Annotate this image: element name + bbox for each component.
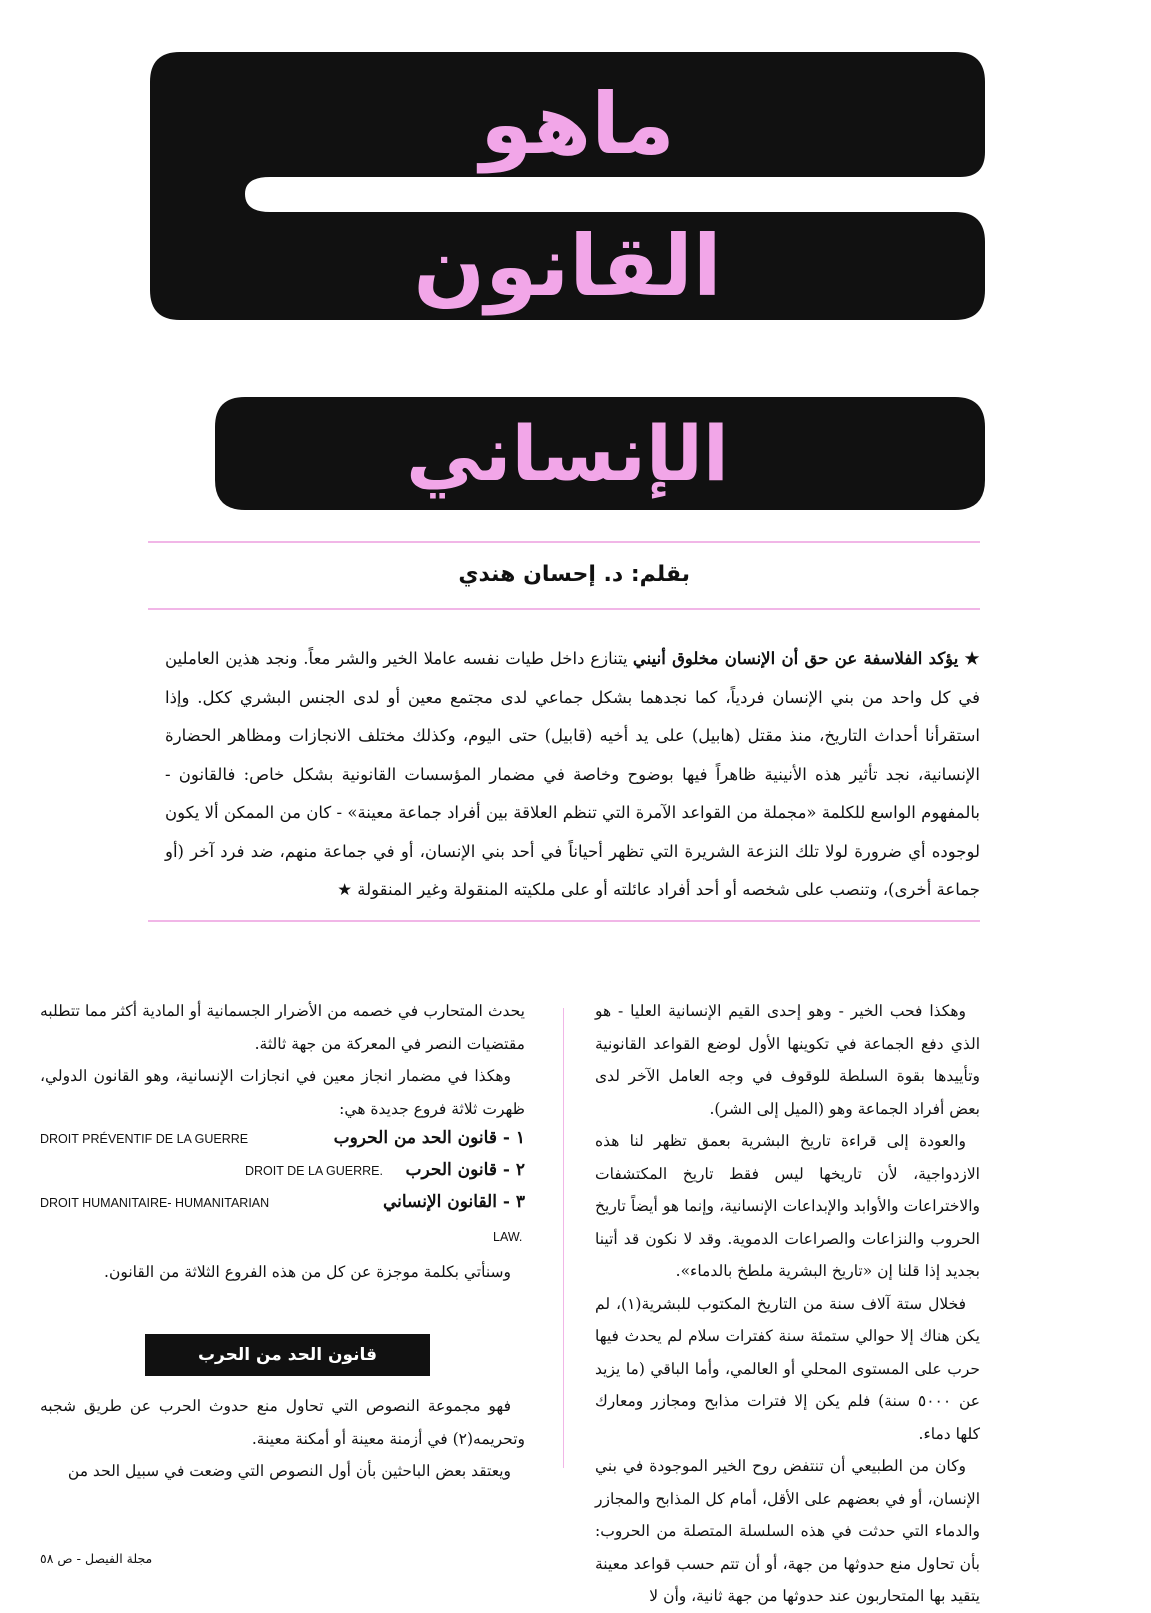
rule-intro-bottom	[148, 920, 980, 922]
left-column-mid	[40, 1256, 525, 1289]
branch-arabic: ٢ - قانون الحرب	[405, 1160, 525, 1180]
title-line-1: ماهو	[480, 75, 675, 173]
rule-byline	[148, 608, 980, 610]
intro-text: يتنازع داخل طيات نفسه عاملا الخير والشر معاً. ونجد هذين العاملين في كل واحد من بني الإنسان فردياً، كما نجدهما بشكل جماعي لدى مجتمع معين أو لدى الجنس البشري ككل. وإذا استقرأنا أحداث التاريخ، منذ مقتل (هابيل) على يد أخيه (قابيل) حتى اليوم، وكذلك مختلف الانجازات ومظاهر الحضارة الإنسانية، نجد تأثير هذه الأنينية ظاهراً فيها بوضوح وخاصة في مضمار المؤسسات القانونية بشكل خاص: فالقانون - بالمفهوم الواسع للكلمة «مجملة من القواعد الآمرة التي تنظم العلاقة بين أفراد جماعة معينة» - كان من الممكن ألا يكون لوجوده أي ضرورة لولا تلك النزعة الشريرة التي تظهر أحياناً في أحد بني الإنسان، أو في جماعة منهم، ضد فرد آخر (أو جماعة أخرى)، وتنصب على شخصه أو أحد أفراد عائلته أو على ملكيته المنقولة وغير المنقولة ★	[165, 649, 980, 899]
author-byline: بقلم: د. إحسان هندي	[458, 562, 690, 587]
column-divider	[563, 1008, 564, 1468]
branch-item	[40, 1128, 525, 1158]
title-artwork	[150, 52, 985, 510]
left-column-bottom	[40, 1390, 525, 1488]
branch-arabic: ١ - قانون الحد من الحروب	[333, 1128, 525, 1148]
rule-top	[148, 541, 980, 543]
intro-paragraph	[165, 640, 980, 910]
left-paragraph: ويعتقد بعض الباحثين بأن أول النصوص التي وضعت في سبيل الحد من	[67, 1462, 511, 1480]
right-paragraph: وهكذا فحب الخير - وهو إحدى القيم الإنسانية العليا - هو الذي دفع الجماعة في تكوينها الأول لوضع القواعد القانونية وتأييدها بقوة السلطة للوقوف في وجه العامل الآخر لدى بعض أفراد الجماعة وهو (الميل إلى الشر).	[595, 1002, 980, 1118]
branch-french: DROIT DE LA GUERRE.	[245, 1164, 383, 1178]
branch-item	[40, 1192, 525, 1222]
title-line-3: الإنساني	[406, 409, 729, 498]
branch-arabic: ٣ - القانون الإنساني	[382, 1192, 525, 1212]
right-paragraph: والعودة إلى قراءة تاريخ البشرية بعمق تظهر لنا هذه الازدواجية، لأن تاريخها ليس فقط تاريخ المكتشفات والاختراعات والأوابد والإبداعات الإنسانية، وإنما هو أيضاً تاريخ الحروب والنزاعات والصراعات الدموية. وقد لا نكون قد أتينا بجديد إذا قلنا إن «تاريخ البشرية ملطخ بالدماء».	[595, 1132, 980, 1280]
left-paragraph: يحدث المتحارب في خصمه من الأضرار الجسمانية أو المادية أكثر مما تتطلبه مقتضيات النصر في المعركة من جهة ثالثة.	[40, 1002, 525, 1053]
branch-french-continuation: LAW.	[493, 1230, 523, 1244]
branch-french: DROIT HUMANITAIRE- HUMANITARIAN	[40, 1196, 270, 1210]
page-footer: مجلة الفيصل - ص ٥٨	[40, 1551, 153, 1566]
right-column	[595, 995, 980, 1613]
left-paragraph: فهو مجموعة النصوص التي تحاول منع حدوث الحرب عن طريق شجبه وتحريمه(٢) في أزمنة معينة أو أمكنة معينة.	[40, 1397, 525, 1448]
intro-lead: ★ يؤكد الفلاسفة عن حق أن الإنسان مخلوق أنيني	[632, 649, 980, 668]
right-paragraph: وكان من الطبيعي أن تنتفض روح الخير الموجودة في بني الإنسان، أو في بعضهم على الأقل، أمام كل المذابح والمجازر والدماء التي حدثت في هذه السلسلة المتصلة من الحروب: بأن تحاول منع حدوثها من جهة، أو أن تتم حسب قواعد معينة يتقيد بها المتحاربون عند حدوثها من جهة ثانية، وأن لا	[595, 1457, 980, 1605]
left-paragraph: وسنأتي بكلمة موجزة عن كل من هذه الفروع الثلاثة من القانون.	[104, 1263, 511, 1281]
branch-french: DROIT PRÉVENTIF DE LA GUERRE	[40, 1132, 249, 1146]
title-line-2: القانون	[413, 217, 722, 315]
right-paragraph: فخلال ستة آلاف سنة من التاريخ المكتوب للبشرية(١)، لم يكن هناك إلا حوالي ستمئة سنة كفترات سلام لم يحدث فيها حرب على المستوى المحلي أو العالمي، وأما الباقي (ما يزيد عن ٥٠٠٠ سنة) فلم يكن إلا فترات مذابح ومجازر ومعارك كلها دماء.	[595, 1294, 980, 1443]
left-paragraph: وهكذا في مضمار انجاز معين في انجازات الإنسانية، وهو القانون الدولي، ظهرت ثلاثة فروع جديدة هي:	[40, 1067, 525, 1118]
left-column-top	[40, 995, 525, 1125]
section-heading: قانون الحد من الحرب	[145, 1334, 430, 1376]
branch-item	[40, 1160, 525, 1190]
